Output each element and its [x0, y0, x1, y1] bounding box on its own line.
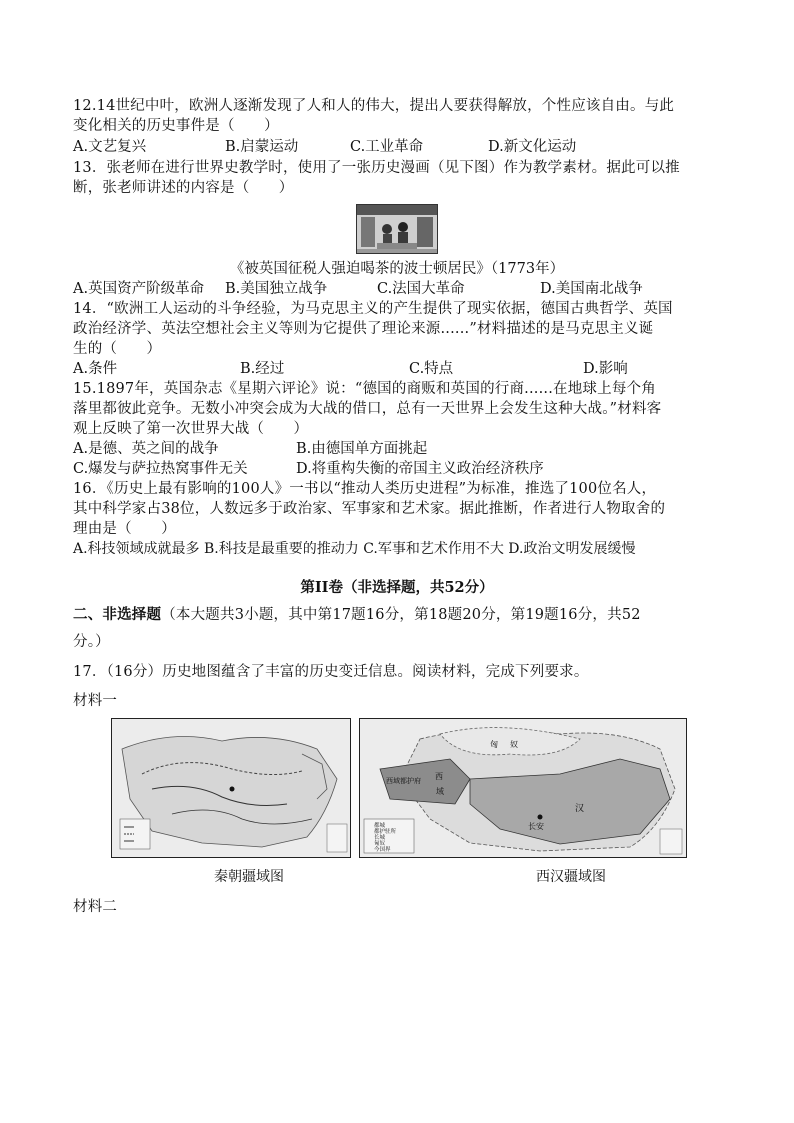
- cartoon-illustration: [357, 205, 437, 253]
- section2-heading-detail: （本大题共3小题，其中第17题16分，第18题20分，第19题16分，共52: [161, 607, 641, 623]
- q15-option-c: C.爆发与萨拉热窝事件无关: [73, 461, 248, 477]
- section2-title: 第II卷（非选择题，共52分）: [300, 579, 494, 596]
- q13-option-d: D.美国南北战争: [540, 281, 643, 297]
- q14-stem-line3: 生的（ ）: [73, 341, 162, 357]
- q15-stem-line1: 15.1897年，英国杂志《星期六评论》说：“德国的商贩和英国的行商......在地球上每个角: [73, 381, 656, 397]
- qin-map-caption: 秦朝疆域图: [214, 869, 284, 885]
- q14-option-a: A.条件: [73, 361, 118, 377]
- map2-legend-item: 都城: [374, 823, 386, 829]
- q12-option-a: A.文艺复兴: [73, 139, 147, 155]
- section2-heading: [73, 605, 641, 625]
- q16-stem-line3: 理由是（ ）: [73, 521, 176, 537]
- section2-heading-label: 二、非选择题: [73, 606, 162, 623]
- map2-legend-item: 长城: [374, 835, 386, 841]
- q16-stem-line2: 其中科学家占38位，人数远多于政治家、军事家和艺术家。据此推断，作者进行人物取舍的: [73, 501, 666, 517]
- boston-tea-cartoon-image: [356, 204, 438, 254]
- q14-stem-line1: 14．“欧洲工人运动的斗争经验，为马克思主义的产生提供了现实依据，德国古典哲学、英国: [73, 301, 673, 317]
- q16-stem-line1: 16．《历史上最有影响的100人》一书以“推动人类历史进程”为标准，推选了100位名人，: [73, 481, 657, 497]
- map2-label-xiyu-duhufu: 西域都护府: [386, 777, 421, 785]
- map2-label-xiong: 匈: [490, 740, 498, 749]
- section2-heading-line2: 分。）: [73, 634, 110, 650]
- q13-option-c: C.法国大革命: [377, 281, 465, 297]
- q12-stem-line1: 12.14世纪中叶，欧洲人逐渐发现了人和人的伟大，提出人要获得解放，个性应该自由。与此: [73, 98, 675, 114]
- q12-stem-line2: 变化相关的历史事件是（ ）: [73, 118, 279, 134]
- q15-option-a: A.是德、英之间的战争: [73, 441, 219, 457]
- q13-option-b: B.美国独立战争: [225, 281, 328, 297]
- map2-label-yu: 域: [436, 787, 444, 796]
- q15-option-b: B.由德国单方面挑起: [296, 441, 428, 457]
- q17-material1-label: 材料一: [73, 693, 118, 709]
- q17-material2-label: 材料二: [73, 899, 118, 915]
- map2-label-nu: 奴: [510, 740, 518, 749]
- q14-stem-line2: 政治经济学、英法空想社会主义等则为它提供了理论来源......”材料描述的是马克思主义诞: [73, 321, 654, 337]
- q14-option-c: C.特点: [409, 361, 454, 377]
- map2-legend-item: 今国界: [374, 847, 391, 853]
- q15-option-d: D.将重构失衡的帝国主义政治经济秩序: [296, 461, 544, 477]
- map2-label-xi: 西: [435, 772, 443, 781]
- q13-stem-line1: 13．张老师在进行世界史教学时，使用了一张历史漫画（见下图）作为教学素材。据此可以推: [73, 160, 680, 176]
- q13-option-a: A.英国资产阶级革命: [73, 281, 205, 297]
- western-han-map-graphic: [360, 719, 686, 857]
- q14-option-d: D.影响: [583, 361, 628, 377]
- qin-map-graphic: [112, 719, 350, 857]
- q13-stem-line2: 断，张老师讲述的内容是（ ）: [73, 180, 294, 196]
- q17-intro: 17．（16分）历史地图蕴含了丰富的历史变迁信息。阅读材料，完成下列要求。: [73, 664, 589, 680]
- western-han-map-caption: 西汉疆域图: [536, 869, 606, 885]
- map2-label-changan: 长安: [528, 822, 544, 831]
- q13-image-caption: 《被英国征税人强迫喝茶的波士顿居民》（1773年）: [229, 261, 565, 277]
- map2-legend-item: 都护驻所: [374, 829, 397, 835]
- q14-option-b: B.经过: [240, 361, 285, 377]
- map2-label-han: 汉: [575, 804, 585, 814]
- map2-legend-item: 匈奴: [374, 841, 386, 847]
- western-han-territory-map: [359, 718, 687, 858]
- q12-option-c: C.工业革命: [350, 139, 424, 155]
- q12-option-b: B.启蒙运动: [225, 139, 299, 155]
- q15-stem-line3: 观上反映了第一次世界大战（ ）: [73, 421, 309, 437]
- q16-options: A.科技领域成就最多 B.科技是最重要的推动力 C.军事和艺术作用不大 D.政治文明发展缓慢: [73, 541, 636, 557]
- qin-territory-map: [111, 718, 351, 858]
- q15-stem-line2: 落里都彼此竞争。无数小冲突会成为大战的借口，总有一天世界上会发生这种大战。”材料客: [73, 401, 662, 417]
- q12-option-d: D.新文化运动: [488, 139, 577, 155]
